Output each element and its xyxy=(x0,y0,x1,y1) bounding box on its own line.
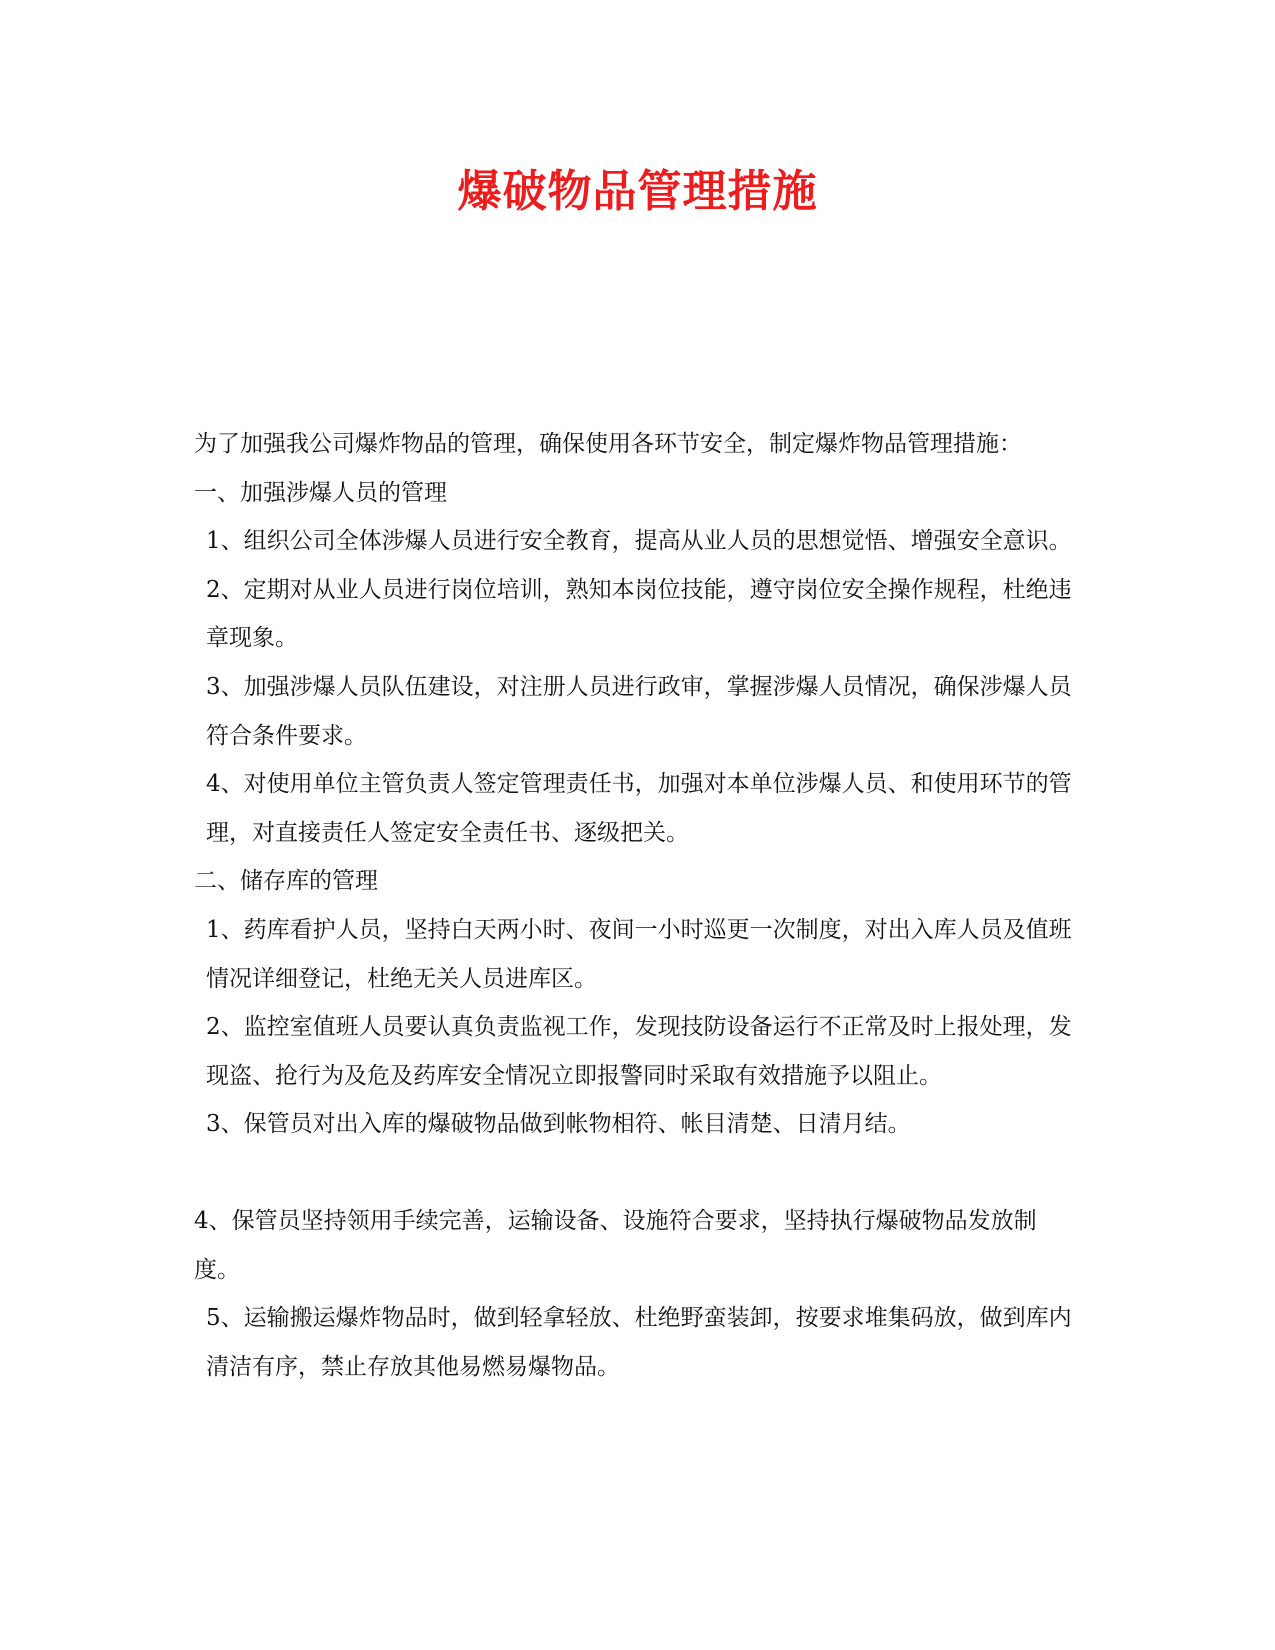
section1-item-1: 1、组织公司全体涉爆人员进行安全教育，提高从业人员的思想觉悟、增强安全意识。 xyxy=(206,528,1072,555)
paragraph-gap xyxy=(194,1149,1074,1197)
document-body xyxy=(194,420,1074,1391)
intro-paragraph: 为了加强我公司爆炸物品的管理，确保使用各环节安全，制定爆炸物品管理措施： xyxy=(194,431,1022,457)
section1-item-2: 2、定期对从业人员进行岗位培训，熟知本岗位技能，遵守岗位安全操作规程，杜绝违章现象。 xyxy=(206,576,1072,652)
section2-item-4: 4、保管员坚持领用手续完善，运输设备、设施符合要求，坚持执行爆破物品发放制度。 xyxy=(194,1207,1037,1283)
section-heading-1: 一、加强涉爆人员的管理 xyxy=(194,479,447,506)
section2-item-3: 3、保管员对出入库的爆破物品做到帐物相符、帐目清楚、日清月结。 xyxy=(206,1111,911,1138)
section2-item-5: 5、运输搬运爆炸物品时，做到轻拿轻放、杜绝野蛮装卸，按要求堆集码放，做到库内清洁有序，禁止存放其他易燃易爆物品。 xyxy=(206,1305,1072,1380)
section2-item-2: 2、监控室值班人员要认真负责监视工作，发现技防设备运行不正常及时上报处理，发现盗、抢行为及危及药库安全情况立即报警同时采取有效措施予以阻止。 xyxy=(206,1014,1072,1089)
section2-item-1: 1、药库看护人员，坚持白天两小时、夜间一小时巡更一次制度，对出入库人员及值班情况详细登记，杜绝无关人员进库区。 xyxy=(206,916,1072,992)
section1-item-3: 3、加强涉爆人员队伍建设，对注册人员进行政审，掌握涉爆人员情况，确保涉爆人员符合条件要求。 xyxy=(206,673,1072,749)
document-title: 爆破物品管理措施 xyxy=(457,166,818,217)
section-heading-2: 二、储存库的管理 xyxy=(194,868,378,895)
section1-item-4: 4、对使用单位主管负责人签定管理责任书，加强对本单位涉爆人员、和使用环节的管理，对直接责任人签定安全责任书、逐级把关。 xyxy=(206,771,1072,846)
